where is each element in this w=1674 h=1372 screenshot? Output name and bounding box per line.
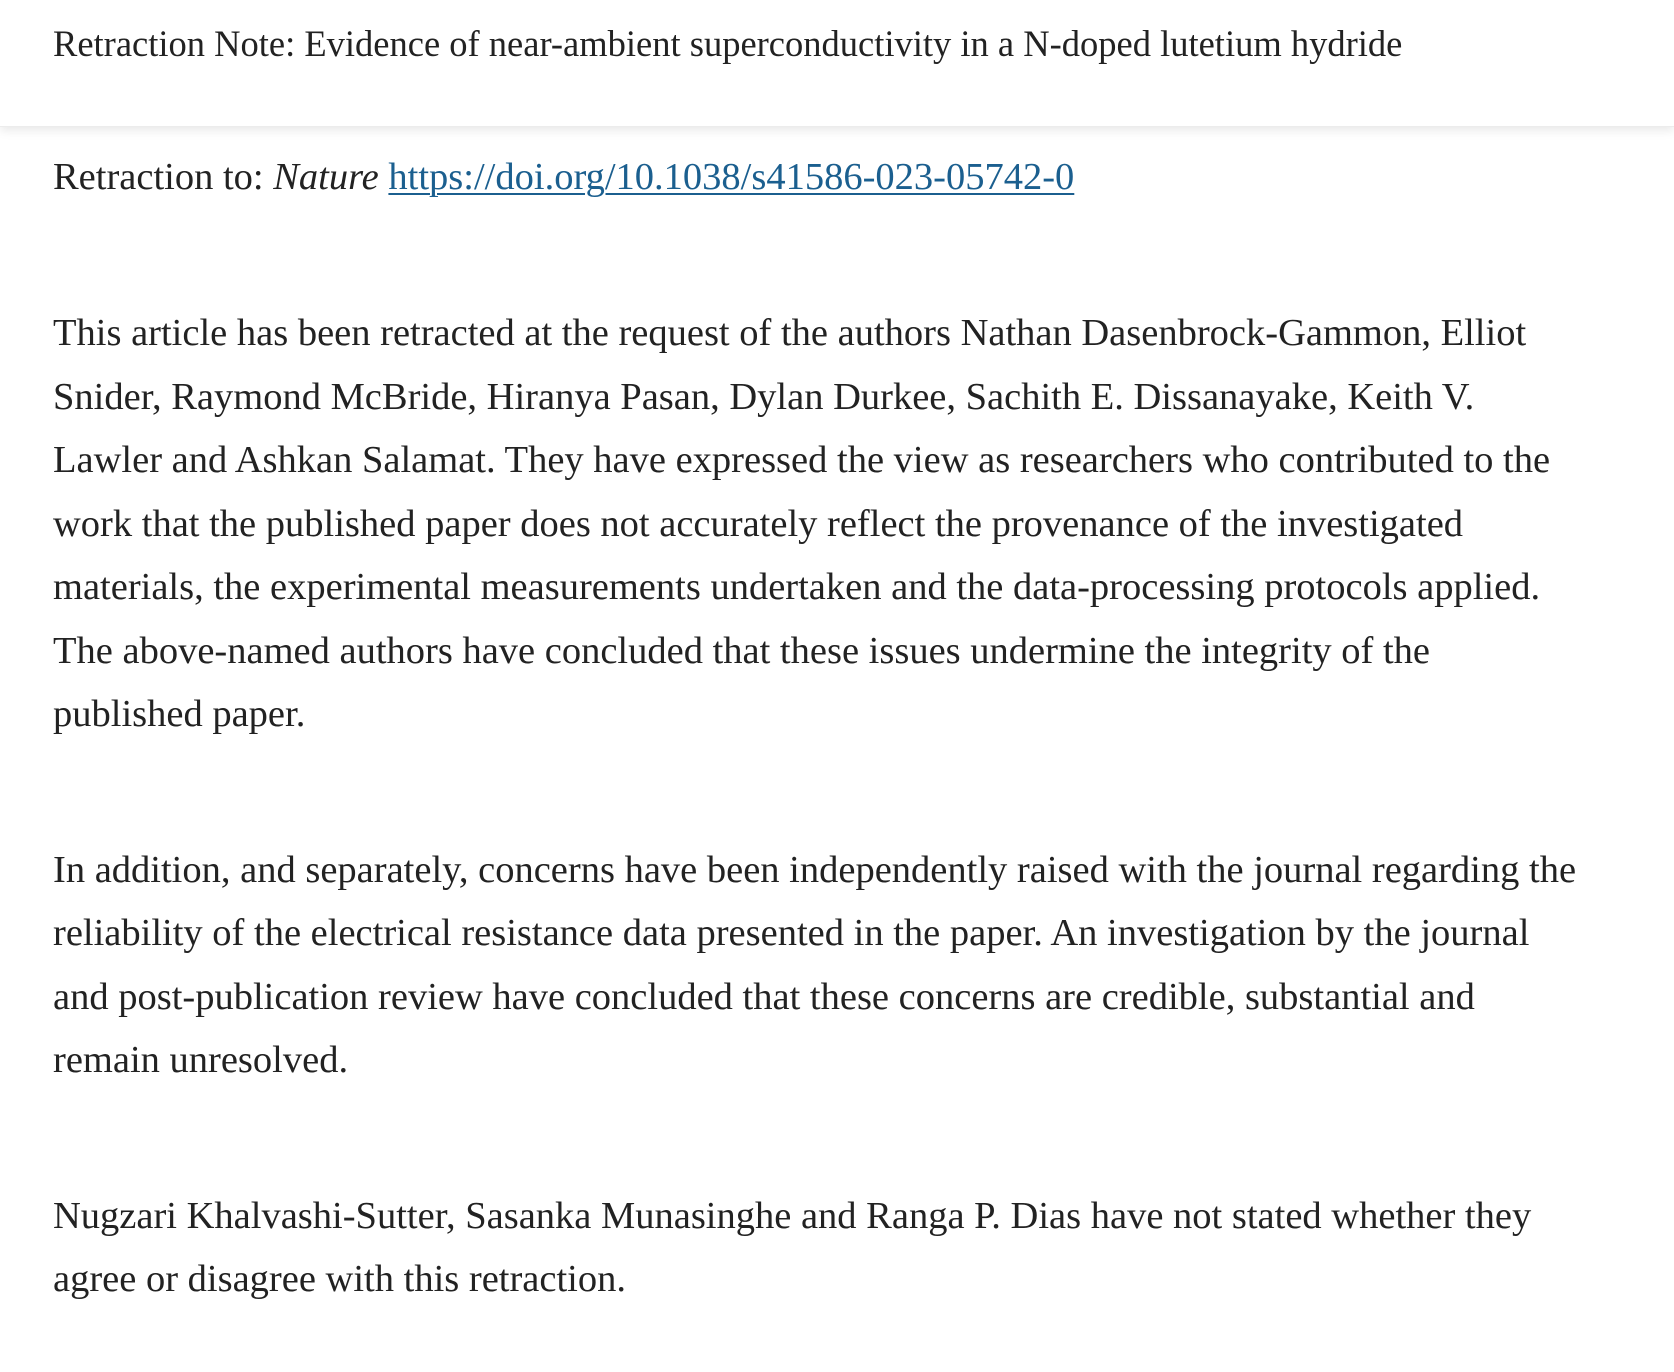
journal-name: Nature [273, 156, 379, 198]
retraction-paragraph: Nugzari Khalvashi-Sutter, Sasanka Munasinghe and Ranga P. Dias have not stated whether they agree or disagree with this retraction. [53, 1194, 1532, 1300]
sticky-article-header [0, 0, 1674, 127]
retraction-paragraph: In addition, and separately, concerns have been independently raised with the journal regarding the reliability of the electrical resistance data presented in the paper. An investigation by the journal and post-publication review have concluded that these concerns are credible, substantial and remain unresolved. [53, 848, 1577, 1081]
retraction-to-line [53, 150, 1613, 204]
doi-link[interactable]: https://doi.org/10.1038/s41586-023-05742-0 [388, 156, 1075, 198]
retraction-paragraph: This article has been retracted at the request of the authors Nathan Dasenbrock-Gammon, Elliot Snider, Raymond McBride, Hiranya Pasan, Dylan Durkee, Sachith E. Dissanayake, Keith V. Lawler and Ashkan Salamat. They have expressed the view as researchers who contributed to the work that the published paper does not accurately reflect the provenance of the investigated materials, the experimental measurements undertaken and the data-processing protocols applied. The above-named authors have concluded that these issues undermine the integrity of the published paper. [53, 312, 1551, 735]
article-title: Retraction Note: Evidence of near-ambient superconductivity in a N-doped lutetium hydride [53, 23, 1403, 64]
retraction-note-body [53, 150, 1613, 1312]
retraction-to-label: Retraction to: [53, 156, 264, 198]
